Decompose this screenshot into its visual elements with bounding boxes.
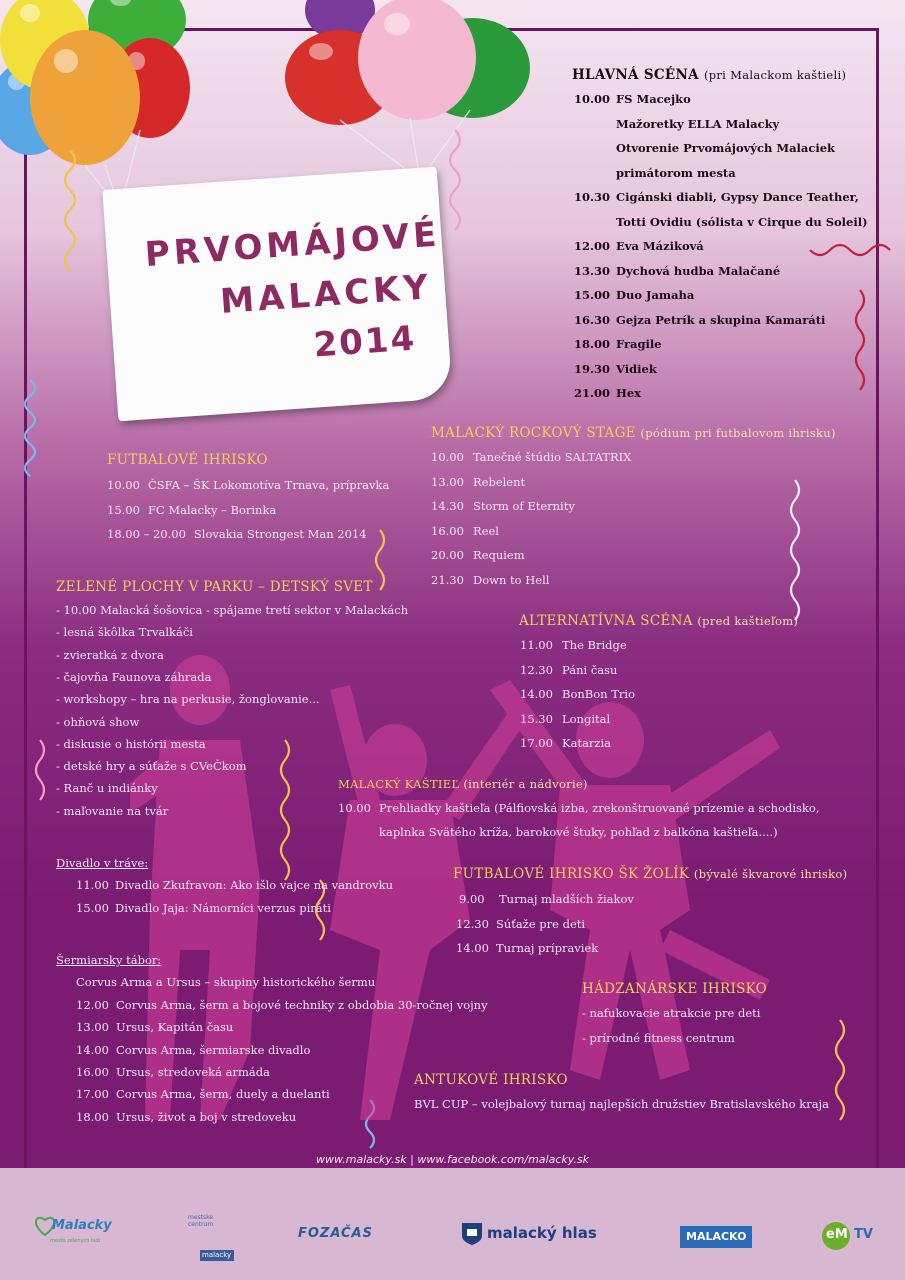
schedule-text: Ursus, Kapitán času <box>116 1020 234 1035</box>
schedule-time: 13.00 <box>431 474 464 489</box>
list-item: - Ranč u indiánky <box>56 781 158 796</box>
schedule-text: Turnaj mladších žiakov <box>499 892 634 906</box>
schedule-row <box>574 362 657 376</box>
schedule-row <box>520 712 610 726</box>
schedule-text: Corvus Arma, šermiarske divadlo <box>116 1042 311 1057</box>
handball-title: HÁDZANÁRSKE IHRISKO <box>582 981 768 997</box>
schedule-time: 15.30 <box>520 711 553 726</box>
schedule-time: 21.00 <box>574 386 611 400</box>
schedule-time: 10.00 <box>574 92 611 106</box>
schedule-time: 10.00 <box>431 450 464 464</box>
schedule-text: Rebelent <box>473 474 526 489</box>
castle-line2: kaplnka Svätého kríža, barokové štuky, pohľad z balkóna kaštieľa....) <box>379 825 778 839</box>
schedule-text: Storm of Eternity <box>473 499 575 513</box>
kc-logo-top: mestske centrum <box>188 1214 214 1228</box>
schedule-time: 12.30 <box>520 662 553 677</box>
schedule-row <box>574 288 694 302</box>
rock-stage-name: MALACKÝ ROCKOVÝ STAGE <box>431 425 636 441</box>
schedule-row <box>76 1110 296 1124</box>
schedule-row <box>76 1020 233 1034</box>
zolik-name: FUTBALOVÉ IHRISKO ŠK ŽOLÍK <box>453 866 690 882</box>
schedule-text: FC Malacky – Borinka <box>147 502 277 517</box>
schedule-time: 10.00 <box>107 478 140 492</box>
schedule-row <box>431 524 499 538</box>
zolik-title <box>453 866 847 882</box>
castle-line1 <box>338 801 820 815</box>
schedule-row <box>76 1043 310 1057</box>
kc-logo <box>188 1212 233 1262</box>
schedule-text: Turnaj prípraviek <box>496 941 599 955</box>
schedule-text: Páni času <box>562 662 618 677</box>
schedule-row <box>574 313 825 327</box>
schedule-time: 18.00 <box>76 1109 109 1124</box>
schedule-time: 11.00 <box>520 638 553 652</box>
list-item: - ohňová show <box>56 714 140 729</box>
schedule-time: 12.00 <box>76 998 109 1012</box>
schedule-row <box>574 117 779 131</box>
tv-text: TV <box>854 1227 873 1242</box>
schedule-row <box>76 998 488 1012</box>
schedule-time: 21.30 <box>431 572 464 587</box>
schedule-text: Cigánski diabli, Gypsy Dance Teather, <box>616 190 859 204</box>
schedule-row <box>520 663 617 677</box>
schedule-time: 19.30 <box>574 361 611 376</box>
schedule-time: 14.00 <box>456 941 489 955</box>
schedule-text: FS Macejko <box>616 92 691 106</box>
alt-stage-name: ALTERNATÍVNA SCÉNA <box>519 613 693 629</box>
fencing-title: Šermiarsky tábor: <box>56 953 162 967</box>
schedule-text: Dychová hudba Malačané <box>616 263 781 278</box>
schedule-text: Mažoretky ELLA Malacky <box>616 116 780 131</box>
rock-stage-subtitle: (pódium pri futbalovom ihrisku) <box>640 426 836 440</box>
schedule-text: Gejza Petrík a skupina Kamaráti <box>616 312 826 327</box>
alt-stage-title <box>519 613 798 629</box>
schedule-time: 15.00 <box>76 900 109 915</box>
schedule-row <box>574 239 704 253</box>
list-item: - zvieratká z dvora <box>56 647 164 662</box>
kc-logo-text: malacky <box>202 1251 232 1259</box>
schedule-row <box>76 901 331 915</box>
schedule-time: 12.00 <box>574 239 611 253</box>
event-sign <box>102 167 452 422</box>
castle-text1: Prehliadky kaštieľa (Pálfiovská izba, zrekonštruované prízemie a schodisko, <box>379 801 820 815</box>
schedule-time: 16.00 <box>431 523 464 538</box>
malacky-hlas-text: malacký hlas <box>487 1224 597 1242</box>
list-item: - workshopy – hra na perkusie, žonglovanie... <box>56 692 320 707</box>
schedule-row <box>574 166 736 180</box>
schedule-time: 11.00 <box>76 878 109 892</box>
schedule-time: 20.00 <box>431 548 464 562</box>
schedule-time: 17.00 <box>76 1087 109 1102</box>
schedule-text: Corvus Arma, šerm a bojové techniky z obdobia 30-ročnej vojny <box>116 998 488 1012</box>
fencing-intro: Corvus Arma a Ursus – skupiny historického šermu <box>76 975 376 989</box>
schedule-time: 14.00 <box>76 1042 109 1057</box>
schedule-row <box>76 1087 330 1101</box>
schedule-text: ČSFA – ŠK Lokomotíva Trnava, prípravka <box>147 478 390 492</box>
theatre-title: Divadlo v tráve: <box>56 856 149 870</box>
schedule-text: Down to Hell <box>473 572 550 587</box>
malacky-logo-tagline: mesto zelenych ludi <box>50 1238 101 1244</box>
list-item: - detské hry a súťaže s CVeČkom <box>56 759 247 774</box>
main-stage-title <box>572 67 846 83</box>
schedule-time: 18.00 – 20.00 <box>107 527 186 541</box>
schedule-row <box>456 941 598 955</box>
list-item: - lesná škôlka Trvalkáči <box>56 625 193 640</box>
castle-time: 10.00 <box>338 801 371 815</box>
malacky-hlas-logo <box>461 1222 609 1250</box>
schedule-time: 17.00 <box>520 736 553 750</box>
schedule-row <box>107 478 389 492</box>
sign-title-line2: MALACKY <box>219 267 434 322</box>
list-item: - čajovňa Faunova záhrada <box>56 669 212 684</box>
coat-of-arms-icon <box>461 1222 483 1246</box>
schedule-row <box>459 892 634 906</box>
schedule-text: Requiem <box>473 548 525 562</box>
malacko-text: MALACKO <box>686 1230 747 1243</box>
schedule-row <box>431 573 549 587</box>
schedule-time: 15.00 <box>574 288 611 302</box>
schedule-text: Slovakia Strongest Man 2014 <box>193 527 367 541</box>
schedule-row <box>520 687 635 701</box>
schedule-row <box>520 736 611 750</box>
castle-name: MALACKÝ KAŠTIEĽ <box>338 777 460 791</box>
schedule-time: 15.00 <box>107 502 140 517</box>
alt-stage-subtitle: (pred kaštieľom) <box>697 614 799 628</box>
list-item: - diskusie o histórii mesta <box>56 736 206 751</box>
schedule-row <box>431 450 631 464</box>
schedule-text: Divadlo Jaja: Námorníci verzus piráti <box>115 900 331 915</box>
schedule-row <box>456 917 585 931</box>
schedule-time: 16.00 <box>76 1064 109 1079</box>
schedule-text: Ursus, život a boj v stredoveku <box>116 1109 297 1124</box>
schedule-text: Reel <box>473 523 499 538</box>
schedule-time: 12.30 <box>456 916 489 931</box>
schedule-text: Eva Máziková <box>616 239 704 253</box>
castle-title <box>338 777 588 791</box>
malacky-logo <box>34 1216 114 1256</box>
footer-logos-bar <box>0 1168 905 1280</box>
schedule-row <box>574 386 641 400</box>
schedule-row <box>574 264 780 278</box>
schedule-text: The Bridge <box>562 638 627 652</box>
fozacas-logo: FOZAČAS <box>298 1226 373 1241</box>
schedule-text: Otvorenie Prvomájových Malaciek <box>616 141 836 155</box>
schedule-time: 14.00 <box>520 687 553 701</box>
schedule-text: Ursus, stredoveká armáda <box>116 1064 270 1079</box>
emtv-logo <box>822 1222 882 1250</box>
schedule-row <box>431 499 575 513</box>
schedule-time: 16.30 <box>574 312 611 327</box>
schedule-text: Katarzia <box>562 736 612 750</box>
schedule-text: Hex <box>616 386 642 400</box>
schedule-row <box>107 527 367 541</box>
schedule-row <box>76 878 393 892</box>
schedule-text: Longital <box>562 711 611 726</box>
schedule-row <box>431 475 525 489</box>
footer-url[interactable]: www.malacky.sk | www.facebook.com/malacky.sk <box>315 1153 590 1166</box>
schedule-row <box>574 337 662 351</box>
schedule-text: Totti Ovidiu (sólista v Cirque du Soleil) <box>616 214 868 229</box>
park-title: ZELENÉ PLOCHY V PARKU – DETSKÝ SVET <box>56 579 373 595</box>
schedule-row <box>76 1065 270 1079</box>
schedule-text: Fragile <box>616 337 662 351</box>
schedule-row <box>574 92 691 106</box>
list-item: - maľovanie na tvár <box>56 803 169 818</box>
schedule-row <box>574 190 859 204</box>
schedule-row <box>107 503 276 517</box>
schedule-text: Tanečné štúdio SALTATRIX <box>473 450 632 464</box>
schedule-time: 14.30 <box>431 499 464 513</box>
schedule-row <box>574 141 835 155</box>
schedule-row <box>520 638 627 652</box>
schedule-text: BonBon Trio <box>562 687 635 701</box>
castle-subtitle: (interiér a nádvorie) <box>463 777 588 791</box>
schedule-text: Vidiek <box>616 361 657 376</box>
em-text: eM <box>826 1227 848 1242</box>
main-stage-subtitle: (pri Malackom kaštieli) <box>703 68 847 82</box>
schedule-time: 18.00 <box>574 337 611 351</box>
malacko-logo <box>680 1226 752 1248</box>
list-item: - 10.00 Malacká šošovica - spájame tretí sektor v Malackách <box>56 603 409 617</box>
tennis-title: ANTUKOVÉ IHRISKO <box>414 1072 568 1088</box>
schedule-time: 13.30 <box>574 263 611 278</box>
schedule-time: 9.00 <box>459 892 485 906</box>
schedule-time: 13.00 <box>76 1020 109 1035</box>
rock-stage-title <box>431 425 836 441</box>
main-stage-name: HLAVNÁ SCÉNA <box>572 67 699 83</box>
schedule-text: primátorom mesta <box>616 165 736 180</box>
sign-title-line1: PRVOMÁJOVÉ <box>143 214 442 276</box>
schedule-row <box>431 548 525 562</box>
schedule-text: Divadlo Zkufravon: Ako išlo vajce na vandrovku <box>115 878 394 892</box>
schedule-text: Duo Jamaha <box>616 288 695 302</box>
tennis-text: BVL CUP – volejbalový turnaj najlepších družstiev Bratislavského kraja <box>414 1097 829 1111</box>
schedule-row <box>574 215 868 229</box>
schedule-time: 10.30 <box>574 190 611 204</box>
schedule-text: Corvus Arma, šerm, duely a duelanti <box>116 1087 330 1102</box>
football-title: FUTBALOVÉ IHRISKO <box>107 452 268 468</box>
zolik-subtitle: (bývalé škvarové ihrisko) <box>693 867 848 881</box>
malacky-logo-text: Malacky <box>52 1218 112 1233</box>
sign-title-year: 2014 <box>312 318 418 366</box>
list-item: - prírodné fitness centrum <box>582 1030 735 1045</box>
list-item: - nafukovacie atrakcie pre deti <box>582 1006 761 1020</box>
schedule-text: Súťaže pre deti <box>496 916 586 931</box>
